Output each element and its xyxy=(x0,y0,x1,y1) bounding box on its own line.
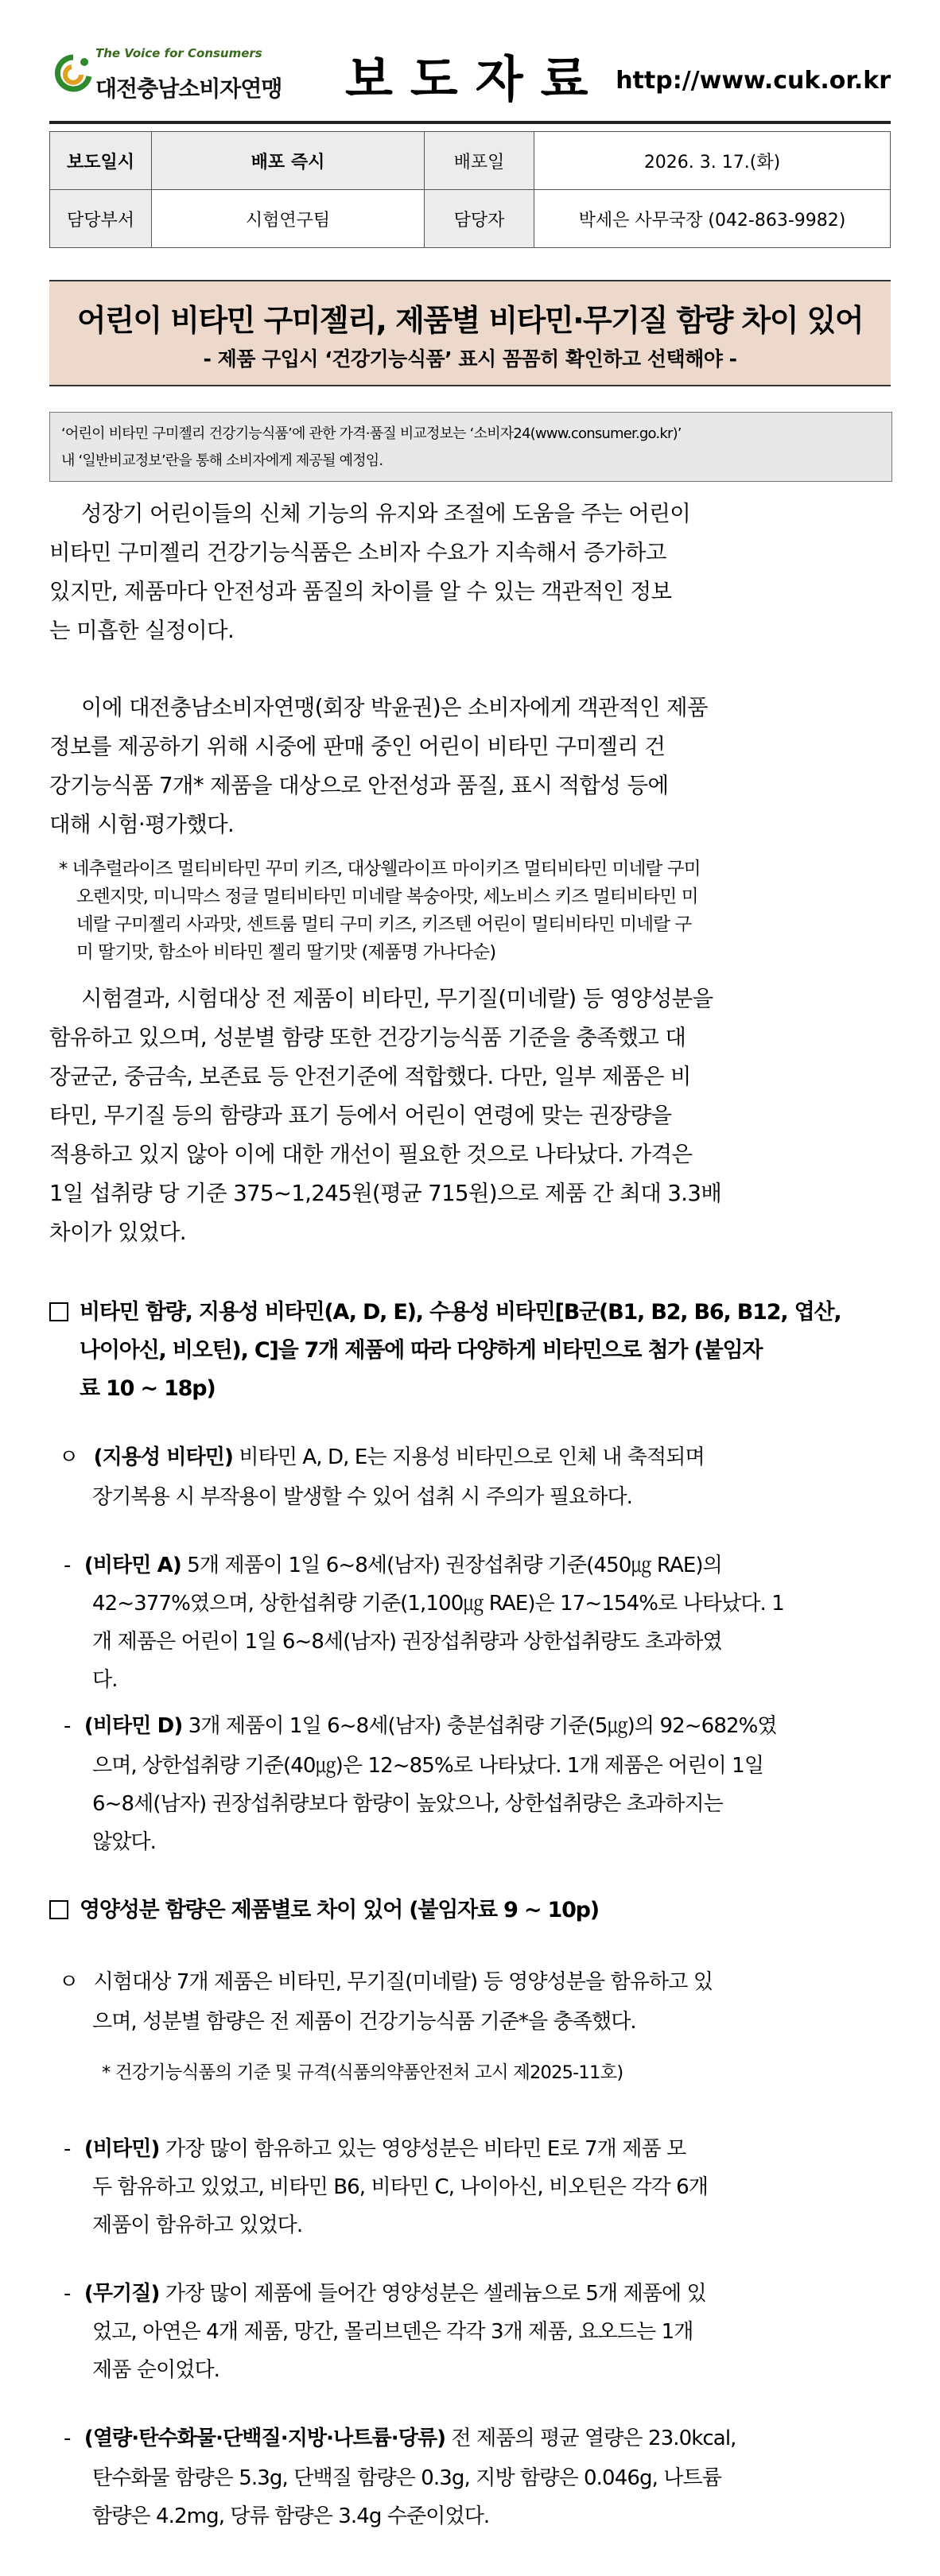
logo-mark-icon xyxy=(52,52,94,94)
headline-subtitle: - 제품 구입시 ‘건강기능식품’ 표시 꼼꼼히 확인하고 선택해야 - xyxy=(203,347,737,370)
dash-bullet-icon: - xyxy=(64,1554,71,1577)
dash-bullet-icon: - xyxy=(64,1714,71,1738)
text-line: 함유하고 있으며, 성분별 함량 또한 건강기능식품 기준을 충족했고 대 xyxy=(49,1025,686,1050)
notice-line: ‘어린이 비타민 구미젤리 건강기능식품’에 관한 가격·품질 비교정보는 ‘소비자24(www.consumer.go.kr)’ xyxy=(61,425,682,442)
report-time-label: 보도일시 xyxy=(50,132,152,190)
organization-logo xyxy=(49,40,312,113)
text-line: 개 제품은 어린이 1일 6~8세(남자) 권장섭취량과 상한섭취량도 초과하였 xyxy=(92,1630,722,1654)
text-line: 제품 순이었다. xyxy=(92,2358,220,2382)
dash-bullet-icon: - xyxy=(64,2137,71,2161)
text-line: 성장기 어린이들의 신체 기능의 유지와 조절에 도움을 주는 어린이 xyxy=(81,501,691,526)
dash-bullet-icon: - xyxy=(64,2282,71,2306)
bullet-label: (지용성 비타민) xyxy=(93,1445,234,1469)
text-line: 제품이 함유하고 있었다. xyxy=(92,2213,303,2237)
release-info-table xyxy=(49,131,891,248)
bullet-label: (무기질) xyxy=(84,2282,160,2306)
bullet-vitamin-d xyxy=(64,1708,777,1745)
bullet-label: (열량·탄수화물·단백질·지방·나트륨·당류) xyxy=(84,2427,446,2450)
product-footnote xyxy=(59,855,891,967)
bullet-text: 시험대상 7개 제품은 비타민, 무기질(미네랄) 등 영양성분을 함유하고 있 xyxy=(93,1970,713,1994)
headline-title: 어린이 비타민 구미젤리, 제품별 비타민·무기질 함량 차이 있어 xyxy=(76,303,864,338)
results-paragraph xyxy=(49,980,891,1252)
section-line: 료 10 ~ 18p) xyxy=(80,1376,216,1401)
release-date-label: 배포일 xyxy=(425,132,534,190)
circle-bullet-icon: ㅇ xyxy=(59,1970,79,1994)
bullet-fat-soluble xyxy=(59,1439,705,1476)
website-url[interactable]: http://www.cuk.or.kr xyxy=(616,67,891,95)
text-line: 6~8세(남자) 권장섭취량보다 함량이 높았으나, 상한섭취량은 초과하지는 xyxy=(92,1792,723,1816)
bullet-minerals xyxy=(64,2275,706,2313)
footnote-line: * 네추럴라이즈 멀티비타민 꾸미 키즈, 대상웰라이프 마이키즈 멀티비타민 미네랄 구미 xyxy=(59,859,701,879)
bullet-vitamins xyxy=(64,2131,686,2168)
text-line: 있지만, 제품마다 안전성과 품질의 차이를 알 수 있는 객관적인 정보 xyxy=(49,579,672,604)
document-header xyxy=(49,35,891,124)
table-row xyxy=(50,132,891,190)
bullet-vitamin-a xyxy=(64,1547,722,1585)
contact-value: 박세은 사무국장 (042-863-9982) xyxy=(534,190,891,248)
section-heading-vitamins xyxy=(49,1296,841,1329)
bullet-text: 비타민 A, D, E는 지용성 비타민으로 인체 내 축적되며 xyxy=(239,1445,705,1469)
footnote-line: 네랄 구미젤리 사과맛, 센트룸 멀티 구미 키즈, 키즈텐 어린이 멀티비타민 미네랄 구 xyxy=(76,914,692,935)
circle-bullet-icon: ㅇ xyxy=(59,1445,79,1469)
department-label: 담당부서 xyxy=(50,190,152,248)
text-line: 장균군, 중금속, 보존료 등 안전기준에 적합했다. 다만, 일부 제품은 비 xyxy=(49,1064,691,1089)
text-line: 42~377%였으며, 상한섭취량 기준(1,100㎍ RAE)은 17~154%로 나타났다. 1 xyxy=(92,1592,784,1616)
contact-label: 담당자 xyxy=(425,190,534,248)
footnote-line: 오렌지맛, 미니막스 정글 멀티비타민 미네랄 복숭아맛, 세노비스 키즈 멀티비타민 미 xyxy=(76,886,698,907)
bullet-label: (비타민 A) xyxy=(84,1554,181,1577)
bullet-text: 5개 제품이 1일 6~8세(남자) 권장섭취량 기준(450㎍ RAE)의 xyxy=(187,1554,722,1577)
footnote-line: 미 딸기맛, 함소아 비타민 젤리 딸기맛 (제품명 가나다순) xyxy=(76,942,496,963)
text-line: 정보를 제공하기 위해 시중에 판매 중인 어린이 비타민 구미젤리 건 xyxy=(49,734,666,759)
text-line: 적용하고 있지 않아 이에 대한 개선이 필요한 것으로 나타났다. 가격은 xyxy=(49,1142,693,1167)
dash-bullet-icon: - xyxy=(64,2427,71,2450)
logo-tagline: The Voice for Consumers xyxy=(95,46,262,60)
text-line: 강기능식품 7개* 제품을 대상으로 안전성과 품질, 표시 적합성 등에 xyxy=(49,773,669,798)
text-line: 이에 대전충남소비자연맹(회장 박윤권)은 소비자에게 객관적인 제품 xyxy=(81,695,708,720)
bullet-label: (비타민) xyxy=(84,2137,160,2161)
text-line: 으며, 상한섭취량 기준(40㎍)은 12~85%로 나타났다. 1개 제품은 어린이 1일 xyxy=(92,1754,764,1778)
text-line: 시험결과, 시험대상 전 제품이 비타민, 무기질(미네랄) 등 영양성분을 xyxy=(81,986,713,1011)
bullet-text: 3개 제품이 1일 6~8세(남자) 충분섭취량 기준(5㎍)의 92~682%였 xyxy=(188,1714,777,1738)
text-line: 1일 섭취량 당 기준 375~1,245원(평균 715원)으로 제품 간 최대 3.3배 xyxy=(49,1181,722,1206)
method-paragraph xyxy=(49,689,891,844)
bullet-label: (비타민 D) xyxy=(84,1714,183,1738)
logo-name: 대전충남소비자연맹 xyxy=(95,76,282,102)
text-line: 두 함유하고 있었고, 비타민 B6, 비타민 C, 나이아신, 비오틴은 각각 6개 xyxy=(92,2175,708,2199)
section-line: 비타민 함량, 지용성 비타민(A, D, E), 수용성 비타민[B군(B1, B2, B6, B12, 엽산, xyxy=(80,1300,841,1325)
text-line: 다. xyxy=(92,1668,118,1692)
text-line: 탄수화물 함량은 5.3g, 단백질 함량은 0.3g, 지방 함량은 0.046g, 나트륨 xyxy=(92,2466,721,2490)
text-line: 으며, 성분별 함량은 전 제품이 건강기능식품 기준*을 충족했다. xyxy=(92,2010,636,2034)
section-heading-nutrients xyxy=(49,1894,599,1927)
bullet-nutrient-intro xyxy=(59,1964,713,2001)
text-line: 타민, 무기질 등의 함량과 표기 등에서 어린이 연령에 맞는 권장량을 xyxy=(49,1103,672,1128)
bullet-text: 가장 많이 함유하고 있는 영양성분은 비타민 E로 7개 제품 모 xyxy=(165,2137,686,2161)
checkbox-square-icon xyxy=(49,1900,68,1919)
text-line: 비타민 구미젤리 건강기능식품은 소비자 수요가 지속해서 증가하고 xyxy=(49,540,666,565)
release-date-value: 2026. 3. 17.(화) xyxy=(534,132,891,190)
section-line: 나이아신, 비오틴), C]을 7개 제품에 따라 다양하게 비타민으로 첨가 (붙임자 xyxy=(80,1338,763,1363)
table-row xyxy=(50,190,891,248)
checkbox-square-icon xyxy=(49,1302,68,1321)
bullet-text: 전 제품의 평균 열량은 23.0kcal, xyxy=(451,2427,736,2450)
text-line: 는 미흡한 실정이다. xyxy=(49,618,235,643)
text-line: 않았다. xyxy=(92,1830,157,1854)
text-line: 었고, 아연은 4개 제품, 망간, 몰리브덴은 각각 3개 제품, 요오드는 1개 xyxy=(92,2320,693,2344)
intro-paragraph xyxy=(49,495,891,650)
text-line: 함량은 4.2mg, 당류 함량은 3.4g 수준이었다. xyxy=(92,2504,490,2528)
text-line: 장기복용 시 부작용이 발생할 수 있어 섭취 시 주의가 필요하다. xyxy=(92,1485,633,1509)
headline-banner xyxy=(49,280,891,386)
notice-box xyxy=(49,412,892,482)
standard-footnote: * 건강기능식품의 기준 및 규격(식품의약품안전처 고시 제2025-11호) xyxy=(102,2062,623,2083)
bullet-text: 가장 많이 제품에 들어간 영양성분은 셀레늄으로 5개 제품에 있 xyxy=(165,2282,706,2306)
report-time-value: 배포 즉시 xyxy=(152,132,425,190)
notice-line: 내 ‘일반비교정보’란을 통해 소비자에게 제공될 예정임. xyxy=(61,452,383,469)
department-value: 시험연구팀 xyxy=(152,190,425,248)
text-line: 대해 시험·평가했다. xyxy=(49,812,235,837)
section-line: 영양성분 함량은 제품별로 차이 있어 (붙임자료 9 ~ 10p) xyxy=(80,1898,599,1922)
bullet-energy xyxy=(64,2420,736,2458)
document-type-title: 보도자료 xyxy=(345,50,606,108)
text-line: 차이가 있었다. xyxy=(49,1220,187,1245)
